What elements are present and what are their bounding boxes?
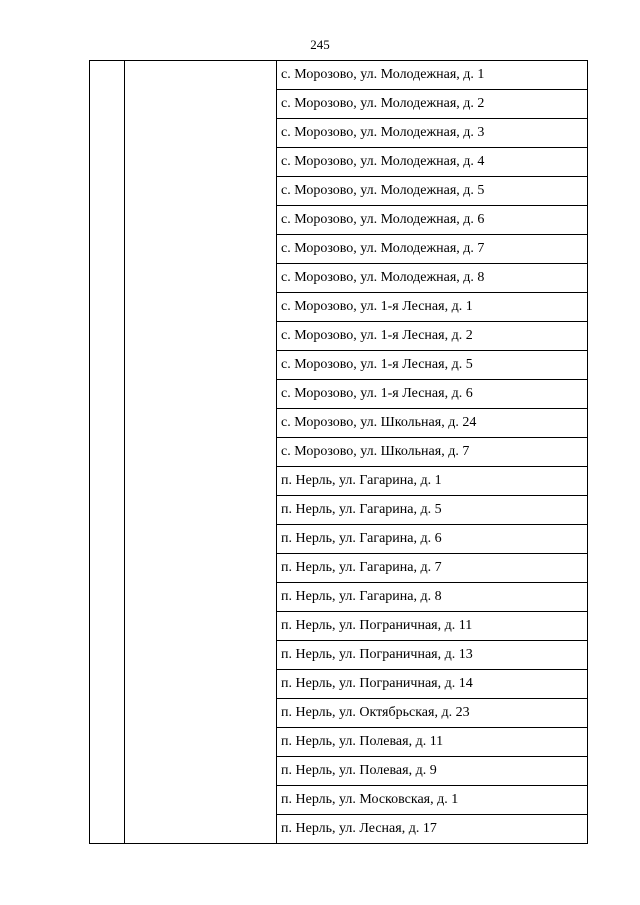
address-cell: с. Морозово, ул. Молодежная, д. 4 <box>277 148 588 177</box>
address-cell: п. Нерль, ул. Гагарина, д. 7 <box>277 554 588 583</box>
address-cell: с. Морозово, ул. Молодежная, д. 7 <box>277 235 588 264</box>
address-cell: с. Морозово, ул. 1-я Лесная, д. 6 <box>277 380 588 409</box>
address-cell: п. Нерль, ул. Лесная, д. 17 <box>277 815 588 844</box>
address-cell: п. Нерль, ул. Гагарина, д. 5 <box>277 496 588 525</box>
address-cell: п. Нерль, ул. Гагарина, д. 1 <box>277 467 588 496</box>
address-table <box>89 60 588 844</box>
address-cell: с. Морозово, ул. 1-я Лесная, д. 1 <box>277 293 588 322</box>
address-cell: с. Морозово, ул. Школьная, д. 24 <box>277 409 588 438</box>
address-cell: с. Морозово, ул. Молодежная, д. 8 <box>277 264 588 293</box>
page-number: 245 <box>310 37 330 52</box>
address-cell: п. Нерль, ул. Полевая, д. 11 <box>277 728 588 757</box>
address-cell: п. Нерль, ул. Пограничная, д. 11 <box>277 612 588 641</box>
empty-name-column-cell <box>125 61 277 844</box>
address-cell: с. Морозово, ул. 1-я Лесная, д. 2 <box>277 322 588 351</box>
address-cell: с. Морозово, ул. 1-я Лесная, д. 5 <box>277 351 588 380</box>
address-cell: с. Морозово, ул. Молодежная, д. 2 <box>277 90 588 119</box>
address-cell: п. Нерль, ул. Полевая, д. 9 <box>277 757 588 786</box>
address-table-body <box>90 61 588 844</box>
address-cell: с. Морозово, ул. Молодежная, д. 1 <box>277 61 588 90</box>
address-cell: п. Нерль, ул. Пограничная, д. 14 <box>277 670 588 699</box>
address-cell: с. Морозово, ул. Молодежная, д. 3 <box>277 119 588 148</box>
address-cell: с. Морозово, ул. Молодежная, д. 5 <box>277 177 588 206</box>
empty-number-column-cell <box>90 61 125 844</box>
address-cell: с. Морозово, ул. Школьная, д. 7 <box>277 438 588 467</box>
address-cell: п. Нерль, ул. Октябрьская, д. 23 <box>277 699 588 728</box>
address-cell: с. Морозово, ул. Молодежная, д. 6 <box>277 206 588 235</box>
address-cell: п. Нерль, ул. Гагарина, д. 6 <box>277 525 588 554</box>
address-cell: п. Нерль, ул. Пограничная, д. 13 <box>277 641 588 670</box>
table-row <box>90 61 588 90</box>
address-cell: п. Нерль, ул. Московская, д. 1 <box>277 786 588 815</box>
address-cell: п. Нерль, ул. Гагарина, д. 8 <box>277 583 588 612</box>
